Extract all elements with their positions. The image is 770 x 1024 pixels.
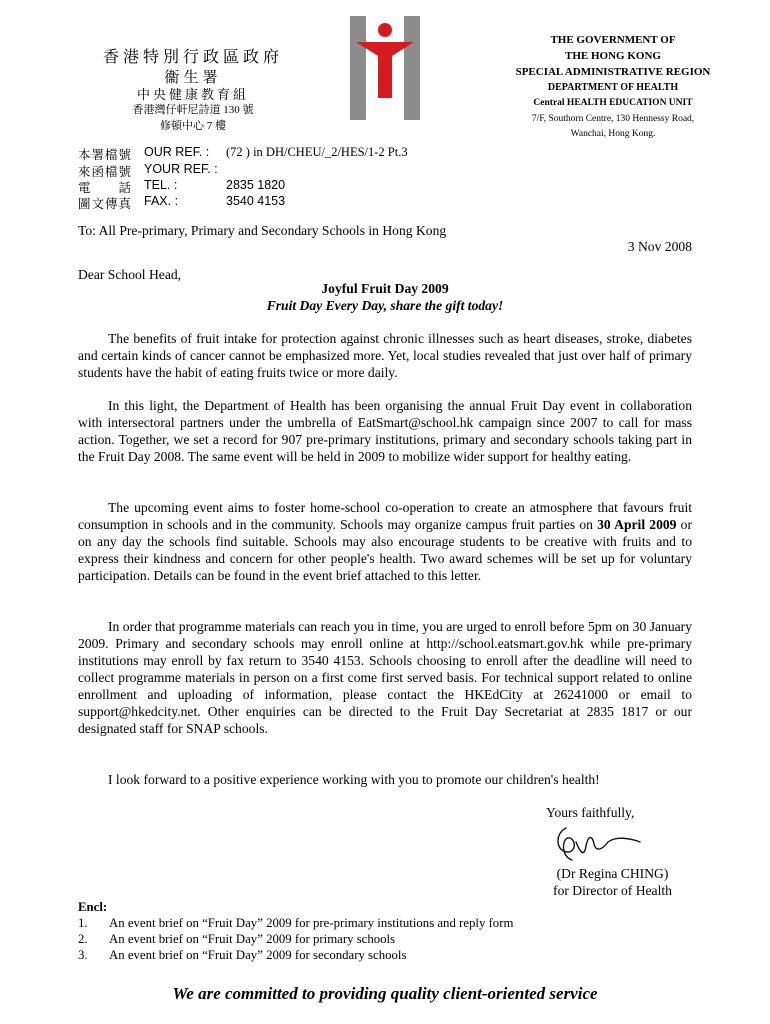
reference-row-tel xyxy=(78,178,285,195)
reference-row-our-ref xyxy=(78,145,408,162)
subject-title: Joyful Fruit Day 2009 xyxy=(321,281,449,296)
subject-slogan: Fruit Day Every Day, share the gift today! xyxy=(266,298,504,313)
en-unit-name: Central HEALTH EDUCATION UNIT xyxy=(533,98,693,108)
paragraph-text: In this light, the Department of Health has been organising the annual Fruit Day event in collaboration with intersectoral partners under the umbrella of EatSmart@school.hk campaign since 2007 to call for mass action. Together, we set a record for 907 pre-primary institutions, primary and secondary schools taking part in the Fruit Day 2008. The same event will be held in 2009 to mobilize wider support for healthy eating. xyxy=(78,398,692,464)
body-paragraph-4 xyxy=(78,618,692,737)
paragraph-text-part: or on any day the schools find suitable. Schools may also encourage students to be creative with fruits and to express their kindness and concern for other people's health. Two award schemes will be set up for voluntary participation. Details can be found in the event brief attached to this letter. xyxy=(78,517,692,583)
addressee-line: To: All Pre-primary, Primary and Secondary Schools in Hong Kong xyxy=(78,223,447,238)
body-paragraph-2 xyxy=(78,397,692,465)
ref-label-zh: 來函檔號 xyxy=(78,165,133,179)
enclosure-list xyxy=(78,899,692,963)
signer-title: for Director of Health xyxy=(553,883,672,898)
list-item xyxy=(78,931,692,947)
enclosure-number: 2. xyxy=(78,932,88,946)
ref-value: 3540 4153 xyxy=(226,194,286,208)
signature-image xyxy=(546,822,646,866)
ref-label-zh: 本署檔號 xyxy=(78,148,133,162)
ref-label-en: TEL. : xyxy=(144,178,178,192)
enclosure-text: An event brief on “Fruit Day” 2009 for secondary schools xyxy=(109,948,407,962)
enclosure-number: 3. xyxy=(78,948,88,962)
closing-phrase: Yours faithfully, xyxy=(546,805,635,820)
department-of-health-logo xyxy=(346,16,424,120)
list-item xyxy=(78,947,692,963)
ref-label-en: YOUR REF. : xyxy=(144,162,218,176)
paragraph-text xyxy=(78,499,692,584)
zh-government-title: 香港特別行政區政府 xyxy=(102,49,283,66)
enclosure-text: An event brief on “Fruit Day” 2009 for primary schools xyxy=(109,932,396,946)
ref-value: 2835 1820 xyxy=(226,178,286,192)
reference-row-your-ref xyxy=(78,162,226,179)
ref-label-en: OUR REF. : xyxy=(144,145,210,159)
reference-row-fax xyxy=(78,194,285,211)
ref-label-zh: 圖文傳真 xyxy=(78,197,133,211)
ref-label-en: FAX. : xyxy=(144,194,179,208)
service-motto: We are committed to providing quality client-oriented service xyxy=(172,984,598,1003)
en-government-line-1: THE GOVERNMENT OF xyxy=(550,34,676,46)
list-item xyxy=(78,915,692,931)
en-address-line-1: 7/F, Southorn Centre, 130 Hennessy Road, xyxy=(531,114,695,124)
letter-date: 3 Nov 2008 xyxy=(627,239,692,254)
signer-name: (Dr Regina CHING) xyxy=(556,866,669,881)
zh-department-name: 衞生署 xyxy=(164,70,222,86)
zh-unit-name: 中央健康教育組 xyxy=(136,87,249,102)
salutation: Dear School Head, xyxy=(78,267,182,282)
en-government-line-2: THE HONG KONG xyxy=(565,50,661,62)
paragraph-text: In order that programme materials can reach you in time, you are urged to enroll before 5pm on 30 January 2009. Primary and secondary schools may enroll online at http://school.eatsmart.gov.hk while pre-primary institutions may enroll by fax return to 3540 4153. Schools choosing to enroll after the deadline will need to collect programme materials in person on a first come first served basis. For technical support related to online enrollment and uploading of information, please contact the HKEdCity at 26241000 or email to support@hkedcity.net. Other enquiries can be directed to the Fruit Day Secretariat at 2835 1817 or our designated staff for SNAP schools. xyxy=(78,619,692,736)
en-government-line-3: SPECIAL ADMINISTRATIVE REGION xyxy=(515,66,711,78)
body-paragraph-3 xyxy=(78,499,692,584)
en-department-name: DEPARTMENT OF HEALTH xyxy=(547,82,679,93)
enclosure-number: 1. xyxy=(78,916,88,930)
ref-label-zh: 電 話 xyxy=(78,181,133,195)
paragraph-text-part: The upcoming event aims to foster home-school co-operation to create an atmosphere that favours fruit consumption in schools and in the community. Schools may organize campus fruit parties on xyxy=(78,500,692,532)
zh-address-line-2: 修頓中心 7 樓 xyxy=(160,120,226,132)
zh-address-line-1: 香港灣仔軒尼詩道 130 號 xyxy=(132,104,254,116)
event-date-emphasis: 30 April 2009 xyxy=(597,517,677,532)
enclosure-label: Encl: xyxy=(78,900,108,914)
body-paragraph-5 xyxy=(78,771,692,788)
enclosure-text: An event brief on “Fruit Day” 2009 for pre-primary institutions and reply form xyxy=(109,916,514,930)
ref-value: (72 ) in DH/CHEU/_2/HES/1-2 Pt.3 xyxy=(226,145,408,159)
en-address-line-2: Wanchai, Hong Kong. xyxy=(570,129,656,139)
paragraph-text: I look forward to a positive experience working with you to promote our children's health! xyxy=(108,772,600,787)
paragraph-text: The benefits of fruit intake for protection against chronic illnesses such as heart diseases, stroke, diabetes and certain kinds of cancer cannot be emphasized more. Yet, local studies revealed that just over half of primary students have the habit of eating fruits twice or more daily. xyxy=(78,331,692,380)
body-paragraph-1 xyxy=(78,330,692,381)
